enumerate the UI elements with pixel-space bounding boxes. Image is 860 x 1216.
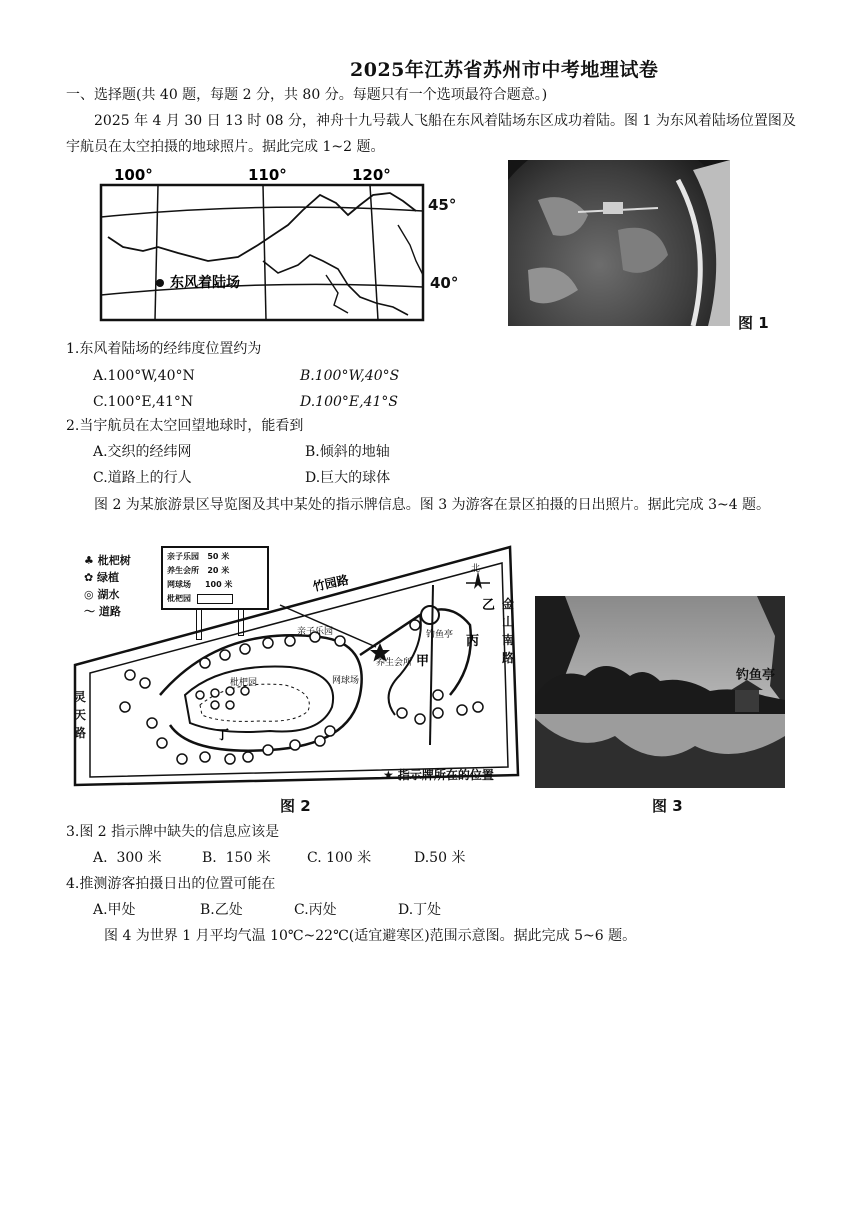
site-label: 东风着陆场	[170, 275, 240, 291]
figure-2-map	[70, 545, 520, 790]
missing-distance-box	[197, 594, 233, 604]
intro-paragraph-2: 图 2 为某旅游景区导览图及其中某处的指示牌信息。图 3 为游客在景区拍摄的日出照片。据此完成 3~4 题。	[94, 497, 771, 513]
place-label-health-club: 养生会所	[376, 658, 413, 668]
greenery-icon: ✿	[84, 571, 98, 584]
lon-label-120: 120°	[352, 166, 391, 184]
sign-post-right	[238, 610, 244, 636]
point-bing: 丙	[466, 634, 480, 649]
q4-option-d[interactable]: D.丁处	[398, 902, 442, 918]
q3-option-b[interactable]: B. 150 米	[202, 850, 271, 866]
figure-3-caption: 图 3	[652, 797, 683, 815]
q3-option-d[interactable]: D.50 米	[414, 850, 466, 866]
legend	[84, 552, 131, 620]
sunrise-photo	[535, 596, 785, 788]
legend-loquat: ♣ 枇杷树	[84, 554, 131, 567]
point-jia: 甲	[416, 654, 430, 669]
road-label-lingtian: 灵天路	[74, 690, 87, 740]
section-heading: 一、选择题(共 40 题，每题 2 分，共 80 分。每题只有一个选项最符合题意。)	[66, 87, 548, 103]
question-1-stem: 1.东风着陆场的经纬度位置约为	[66, 341, 262, 357]
q2-option-b[interactable]: B.倾斜的地轴	[305, 444, 390, 460]
exam-title: 2025年江苏省苏州市中考地理试卷	[350, 59, 659, 81]
q1-option-b[interactable]: B.100°W,40°S	[300, 368, 400, 384]
q4-option-a[interactable]: A.甲处	[93, 902, 136, 918]
lon-label-100: 100°	[114, 166, 153, 184]
q3-option-c[interactable]: C. 100 米	[307, 850, 372, 866]
legend-greenery: ✿ 绿植	[84, 571, 120, 584]
road-label-jinshan: 金山南路	[502, 597, 515, 665]
place-label-tennis: 网球场	[332, 676, 360, 686]
q2-option-c[interactable]: C.道路上的行人	[93, 470, 192, 486]
q1-option-a[interactable]: A.100°W,40°N	[93, 368, 195, 384]
lake-icon: ◎	[84, 588, 98, 601]
point-yi: 乙	[482, 598, 496, 613]
question-2-stem: 2.当宇航员在太空回望地球时，能看到	[66, 418, 304, 434]
fishing-pavilion-label: 钓鱼亭	[736, 668, 776, 683]
q1-option-c[interactable]: C.100°E,41°N	[93, 394, 194, 410]
north-label: 北	[471, 564, 481, 574]
earth-photo	[508, 160, 730, 326]
loquat-tree-icon: ♣	[84, 554, 98, 567]
legend-lake: ◎ 湖水	[84, 588, 120, 601]
lat-label-45: 45°	[428, 196, 457, 214]
place-label-parent-child: 亲子乐园	[297, 627, 334, 637]
figure-2-caption: 图 2	[280, 797, 311, 815]
figure-1-caption: 图 1	[738, 314, 769, 332]
legend-road: 〜 道路	[84, 605, 121, 618]
figure-1-map	[98, 165, 440, 325]
place-label-fishing-pavilion: 钓鱼亭	[426, 630, 454, 640]
signboard: 亲子乐园 50 米 养生会所 20 米 网球场 100 米 枇杷园	[161, 546, 269, 610]
q4-option-b[interactable]: B.乙处	[200, 902, 243, 918]
question-4-stem: 4.推测游客拍摄日出的位置可能在	[66, 876, 276, 892]
lon-label-110: 110°	[248, 166, 287, 184]
lat-label-40: 40°	[430, 274, 459, 292]
question-3-stem: 3.图 2 指示牌中缺失的信息应该是	[66, 824, 280, 840]
star-note: ★ 指示牌所在的位置	[383, 768, 494, 782]
intro-paragraph-3: 图 4 为世界 1 月平均气温 10℃~22℃(适宜避寒区)范围示意图。据此完成 5~6 题。	[104, 928, 637, 944]
q2-option-a[interactable]: A.交织的经纬网	[93, 444, 192, 460]
sign-post-left	[196, 610, 202, 640]
q4-option-c[interactable]: C.丙处	[294, 902, 337, 918]
q3-option-a[interactable]: A. 300 米	[93, 850, 162, 866]
place-label-loquat-garden: 枇杷园	[230, 678, 258, 688]
q2-option-d[interactable]: D.巨大的球体	[305, 470, 391, 486]
road-icon: 〜	[84, 605, 99, 618]
q1-option-d[interactable]: D.100°E,41°S	[300, 394, 398, 410]
point-ding: 丁	[216, 728, 230, 743]
intro-paragraph-1: 2025 年 4 月 30 日 13 时 08 分，神舟十九号载人飞船在东风着陆场东区成功着陆。图 1 为东风着陆场位置图及宇航员在太空拍摄的地球照片。据此完成 1~2 题。	[66, 113, 796, 155]
road-label-zhuyuan: 竹园路	[311, 572, 350, 594]
